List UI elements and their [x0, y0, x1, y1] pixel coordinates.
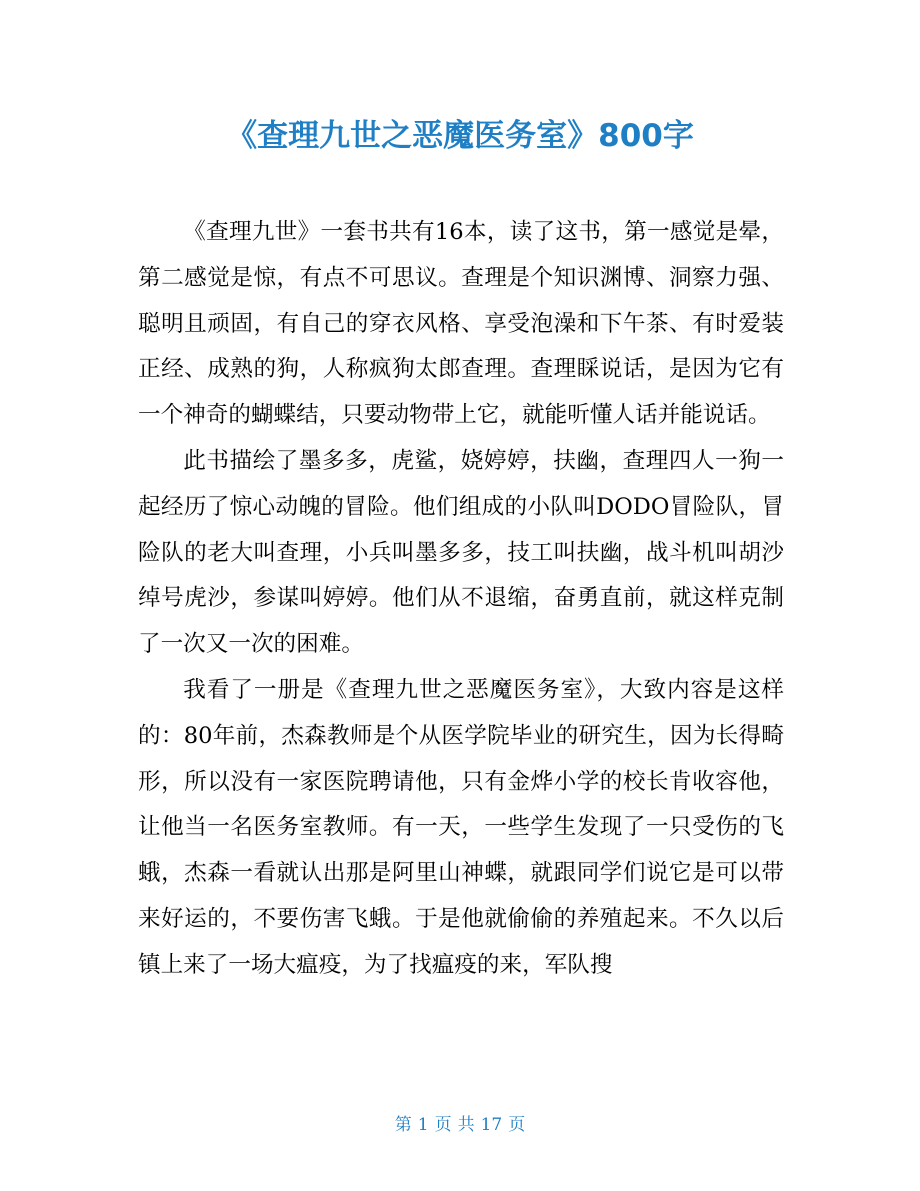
footer-total-prefix: 共 [457, 1115, 475, 1135]
footer-total-suffix: 页 [508, 1115, 526, 1135]
paragraph-1: 《查理九世》一套书共有16本，读了这书，第一感觉是晕，第二感觉是惊，有点不可思议。查理是个知识渊博、洞察力强、聪明且顽固，有自己的穿衣风格、享受泡澡和下午茶、有时爱装正经、成熟的狗，人称疯狗太郎查理。查理睬说话，是因为它有一个神奇的蝴蝶结，只要动物带上它，就能听懂人话并能说话。 [138, 219, 784, 429]
page-number-footer [0, 1113, 920, 1137]
document-body [138, 210, 784, 989]
document-title: 《查理九世之恶魔医务室》800字 [226, 118, 694, 154]
footer-total-pages: 17 [480, 1115, 503, 1135]
footer-prefix: 第 [394, 1115, 412, 1135]
footer-page-word: 页 [434, 1115, 452, 1135]
paragraph-3: 我看了一册是《查理九世之恶魔医务室》，大致内容是这样的：80年前，杰森教师是个从医学院毕业的研究生，因为长得畸形，所以没有一家医院聘请他，只有金烨小学的校长肯收容他，让他当一名医务室教师。有一天，一些学生发现了一只受伤的飞蛾，杰森一看就认出那是阿里山神蝶，就跟同学们说它是可以带来好运的，不要伤害飞蛾。于是他就偷偷的养殖起来。不久以后镇上来了一场大瘟疫，为了找瘟疫的来，军队搜 [138, 676, 784, 978]
paragraph-2: 此书描绘了墨多多，虎鲨，娆婷婷，扶幽，查理四人一狗一起经历了惊心动魄的冒险。他们组成的小队叫DODO冒险队，冒险队的老大叫查理，小兵叫墨多多，技工叫扶幽，战斗机叫胡沙绰号虎沙，参谋叫婷婷。他们从不退缩，奋勇直前，就这样克制了一次又一次的困难。 [138, 447, 784, 658]
footer-current-page: 1 [417, 1115, 429, 1135]
